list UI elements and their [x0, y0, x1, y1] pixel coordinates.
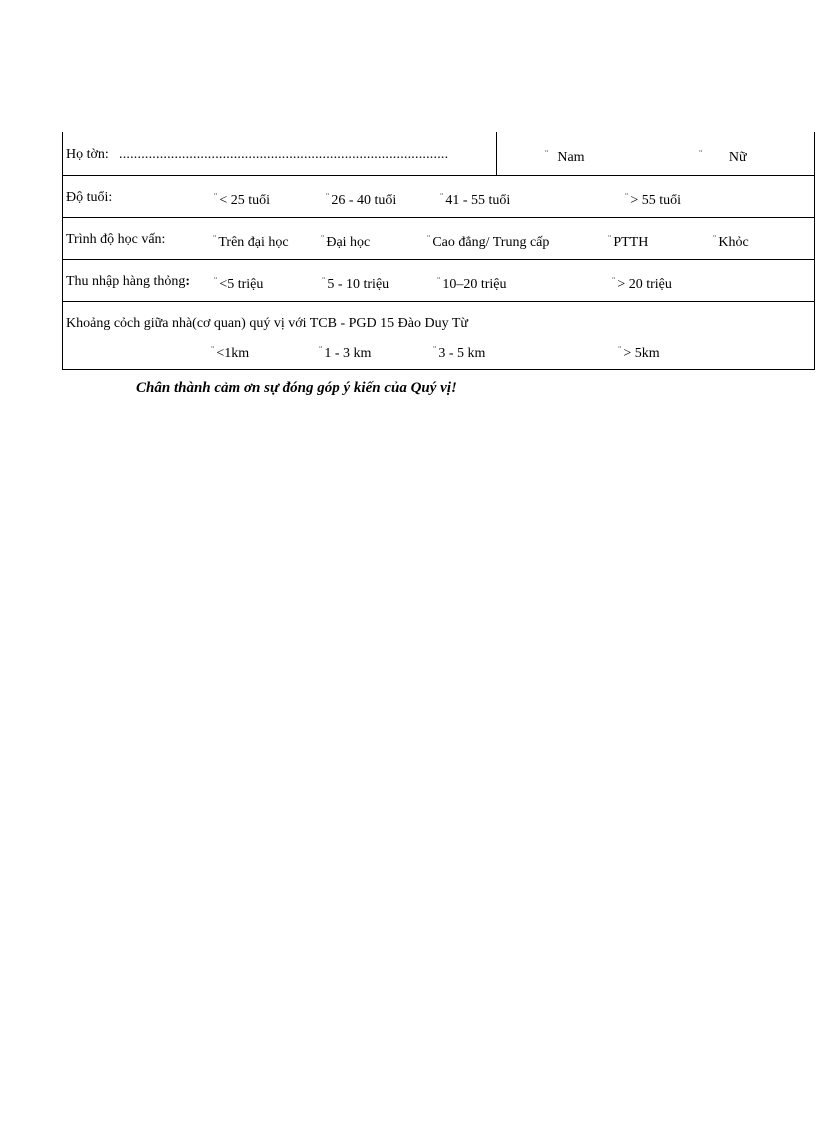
- education-row: [63, 217, 814, 260]
- income-option[interactable]: [214, 274, 263, 293]
- income-label: [66, 274, 190, 290]
- age-option[interactable]: [214, 190, 270, 209]
- checkbox-icon[interactable]: ¨: [437, 276, 441, 287]
- income-colon: :: [185, 274, 191, 289]
- income-option-label: 10–20 triệu: [442, 277, 507, 292]
- gender-female-label: Nữ: [728, 150, 747, 165]
- checkbox-icon[interactable]: ¨: [214, 192, 218, 203]
- education-option-label: Cao đẳng/ Trung cấp: [432, 235, 550, 250]
- checkbox-icon[interactable]: ¨: [713, 234, 717, 245]
- checkbox-icon[interactable]: ¨: [545, 149, 549, 160]
- income-option-label: 5 - 10 triệu: [327, 277, 390, 292]
- checkbox-icon[interactable]: ¨: [326, 192, 330, 203]
- education-option[interactable]: [321, 232, 370, 251]
- age-option[interactable]: [440, 190, 510, 209]
- checkbox-icon[interactable]: ¨: [618, 345, 622, 356]
- checkbox-icon[interactable]: ¨: [433, 345, 437, 356]
- gender-male-label: Nam: [557, 150, 585, 165]
- checkbox-icon[interactable]: ¨: [214, 276, 218, 287]
- distance-option[interactable]: [618, 343, 660, 362]
- distance-option-label: <1km: [216, 346, 250, 361]
- education-option[interactable]: [713, 232, 749, 251]
- age-option-label: > 55 tuổi: [630, 193, 682, 208]
- education-option[interactable]: [608, 232, 648, 251]
- survey-demographics-table: [62, 132, 815, 370]
- gender-option-female[interactable]: [699, 147, 747, 166]
- checkbox-icon[interactable]: ¨: [211, 345, 215, 356]
- checkbox-icon[interactable]: ¨: [612, 276, 616, 287]
- age-row: [63, 175, 814, 218]
- checkbox-icon[interactable]: ¨: [608, 234, 612, 245]
- income-option[interactable]: [612, 274, 672, 293]
- income-option-label: <5 triệu: [219, 277, 264, 292]
- education-option-label: Trên đại học: [218, 235, 289, 250]
- education-option-label: Đại học: [326, 235, 371, 250]
- thank-you-note: Chân thành cảm ơn sự đóng góp ý kiến của Quý vị!: [136, 380, 457, 396]
- age-option[interactable]: [326, 190, 396, 209]
- distance-option-label: 1 - 3 km: [324, 346, 372, 361]
- name-row: [63, 132, 814, 175]
- income-option[interactable]: [437, 274, 507, 293]
- age-option-label: 26 - 40 tuổi: [331, 193, 397, 208]
- checkbox-icon[interactable]: ¨: [625, 192, 629, 203]
- checkbox-icon[interactable]: ¨: [213, 234, 217, 245]
- income-row: [63, 259, 814, 302]
- education-label: Trình độ học vấn:: [66, 232, 166, 247]
- education-option[interactable]: [213, 232, 289, 251]
- income-label-text: Thu nhập hàng thỏng: [66, 274, 186, 289]
- age-option-label: < 25 tuổi: [219, 193, 271, 208]
- distance-option-label: > 5km: [623, 346, 660, 361]
- distance-option[interactable]: [319, 343, 371, 362]
- checkbox-icon[interactable]: ¨: [440, 192, 444, 203]
- distance-option-label: 3 - 5 km: [438, 346, 486, 361]
- gender-option-male[interactable]: [545, 147, 585, 166]
- age-option[interactable]: [625, 190, 681, 209]
- education-option-label: PTTH: [613, 235, 649, 250]
- checkbox-icon[interactable]: ¨: [427, 234, 431, 245]
- income-option[interactable]: [322, 274, 389, 293]
- income-option-label: > 20 triệu: [617, 277, 672, 292]
- distance-option[interactable]: [433, 343, 485, 362]
- checkbox-icon[interactable]: ¨: [322, 276, 326, 287]
- checkbox-icon[interactable]: ¨: [319, 345, 323, 356]
- distance-option[interactable]: [211, 343, 249, 362]
- distance-label: Khoảng cỏch giữa nhà(cơ quan) quý vị với TCB - PGD 15 Đào Duy Từ: [66, 316, 468, 331]
- column-divider: [496, 132, 497, 175]
- education-option[interactable]: [427, 232, 549, 251]
- distance-row: [63, 301, 814, 370]
- checkbox-icon[interactable]: ¨: [321, 234, 325, 245]
- checkbox-icon[interactable]: ¨: [699, 149, 703, 160]
- name-input-dots[interactable]: .........................................................................................: [119, 147, 449, 162]
- education-option-label: Khỏc: [718, 235, 749, 250]
- age-label: Độ tuổi:: [66, 190, 113, 205]
- age-option-label: 41 - 55 tuổi: [445, 193, 511, 208]
- name-label: Họ tờn:: [66, 147, 109, 162]
